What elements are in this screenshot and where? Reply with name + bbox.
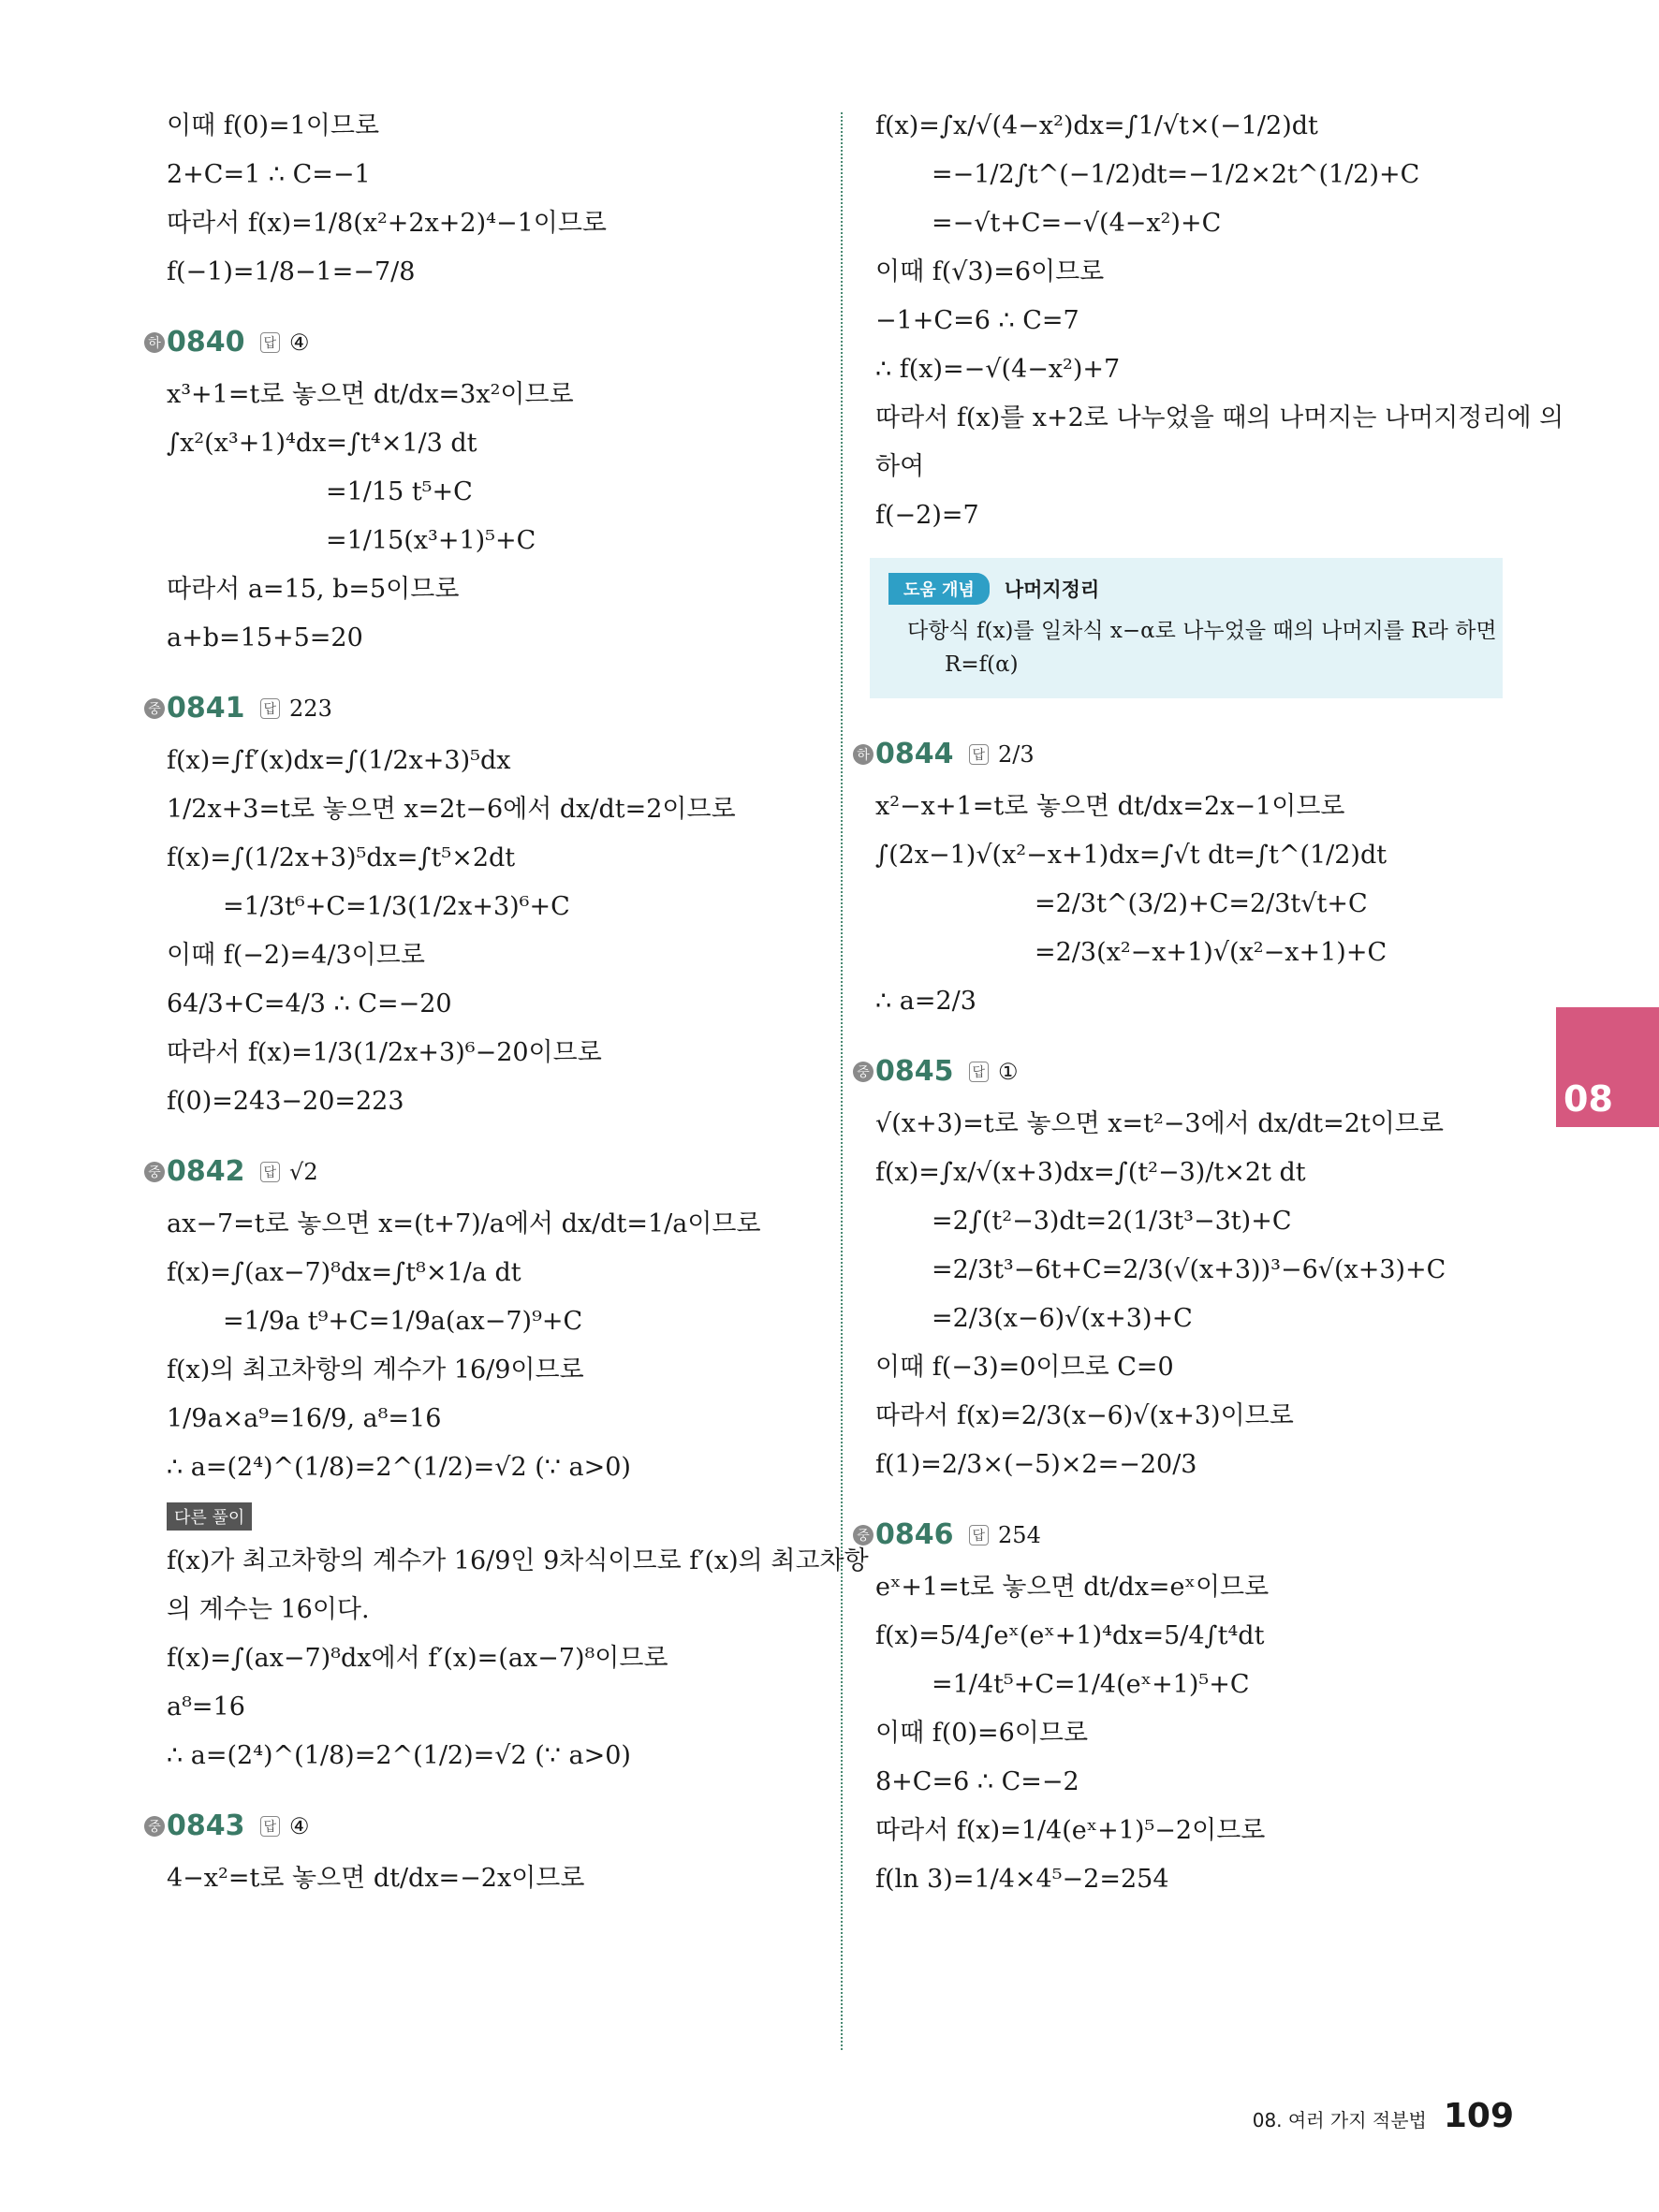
text-line: a⁸=16 bbox=[167, 1692, 245, 1721]
difficulty-badge: 하 bbox=[853, 744, 874, 765]
problem-number: 0844 bbox=[875, 738, 954, 770]
text-line: f(x)=∫x/√(4−x²)dx=∫1/√t×(−1/2)dt bbox=[875, 111, 1318, 140]
concept-title: 나머지정리 bbox=[1004, 579, 1100, 601]
text-line: =1/15 t⁵+C bbox=[326, 477, 473, 506]
concept-label: 도움 개념 bbox=[888, 573, 990, 605]
problem-header-0841 bbox=[144, 692, 822, 725]
text-line: 이때 f(√3)=6이므로 bbox=[875, 257, 1105, 286]
text-line: f(x)=5/4∫eˣ(eˣ+1)⁴dx=5/4∫t⁴dt bbox=[875, 1621, 1265, 1650]
text-line: =1/3t⁶+C=1/3(1/2x+3)⁶+C bbox=[223, 892, 570, 921]
page-footer bbox=[1253, 2097, 1514, 2135]
difficulty-badge: 하 bbox=[144, 332, 165, 353]
answer-value: 2/3 bbox=[998, 740, 1035, 768]
difficulty-badge: 중 bbox=[144, 1162, 165, 1182]
text-line: f(1)=2/3×(−5)×2=−20/3 bbox=[875, 1450, 1197, 1479]
text-line: ∴ a=2/3 bbox=[875, 987, 976, 1016]
concept-formula: R=f(α) bbox=[945, 652, 1019, 677]
problem-number: 0840 bbox=[167, 326, 245, 359]
text-line: 1/9a×a⁹=16/9, a⁸=16 bbox=[167, 1404, 442, 1433]
text-line: 64/3+C=4/3 ∴ C=−20 bbox=[167, 989, 452, 1018]
answer-value: ① bbox=[998, 1058, 1019, 1085]
problem-number: 0846 bbox=[875, 1518, 954, 1551]
problem-number: 0845 bbox=[875, 1055, 954, 1088]
text-line: f(x)의 최고차항의 계수가 16/9이므로 bbox=[167, 1355, 584, 1384]
answer-value: ④ bbox=[289, 1812, 310, 1839]
text-line: =1/4t⁵+C=1/4(eˣ+1)⁵+C bbox=[932, 1670, 1250, 1699]
text-line: 4−x²=t로 놓으면 dt/dx=−2x이므로 bbox=[167, 1864, 585, 1893]
problem-number: 0843 bbox=[167, 1809, 245, 1842]
text-line: f(x)=∫x/√(x+3)dx=∫(t²−3)/t×2t dt bbox=[875, 1158, 1306, 1187]
text-line: 따라서 a=15, b=5이므로 bbox=[167, 575, 460, 604]
text-line: =1/9a t⁹+C=1/9a(ax−7)⁹+C bbox=[223, 1307, 583, 1336]
text-line: f(x)=∫(1/2x+3)⁵dx=∫t⁵×2dt bbox=[167, 843, 516, 872]
text-line: a+b=15+5=20 bbox=[167, 623, 363, 652]
problem-number: 0842 bbox=[167, 1155, 245, 1188]
concept-box bbox=[870, 558, 1503, 698]
text-line: ∫(2x−1)√(x²−x+1)dx=∫√t dt=∫t^(1/2)dt bbox=[875, 841, 1387, 870]
difficulty-badge: 중 bbox=[144, 698, 165, 719]
text-line: ∴ a=(2⁴)^(1/8)=2^(1/2)=√2 (∵ a>0) bbox=[167, 1453, 631, 1482]
problem-number: 0841 bbox=[167, 692, 245, 725]
text-line: 이때 f(0)=6이므로 bbox=[875, 1719, 1089, 1748]
chapter-tab bbox=[1556, 1007, 1659, 1127]
text-line: ∫x²(x³+1)⁴dx=∫t⁴×1/3 dt bbox=[167, 429, 477, 458]
answer-label: 답 bbox=[969, 1062, 990, 1082]
text-line: 이때 f(−3)=0이므로 C=0 bbox=[875, 1353, 1174, 1382]
text-line: =2∫(t²−3)dt=2(1/3t³−3t)+C bbox=[932, 1207, 1292, 1236]
text-line: 따라서 f(x)=1/4(eˣ+1)⁵−2이므로 bbox=[875, 1816, 1266, 1845]
difficulty-badge: 중 bbox=[853, 1525, 874, 1545]
problem-header-0842 bbox=[144, 1155, 822, 1188]
answer-label: 답 bbox=[260, 332, 281, 353]
right-column bbox=[857, 111, 1564, 1914]
difficulty-badge: 중 bbox=[853, 1062, 874, 1082]
text-line: x²−x+1=t로 놓으면 dt/dx=2x−1이므로 bbox=[875, 792, 1345, 821]
problem-header-0843 bbox=[144, 1809, 822, 1842]
text-line: f(x)=∫f′(x)dx=∫(1/2x+3)⁵dx bbox=[167, 746, 511, 775]
text-line: 따라서 f(x)=2/3(x−6)√(x+3)이므로 bbox=[875, 1401, 1294, 1430]
answer-label: 답 bbox=[260, 1162, 281, 1182]
text-line: =2/3(x−6)√(x+3)+C bbox=[932, 1304, 1193, 1333]
answer-label: 답 bbox=[260, 698, 281, 719]
text-line: 따라서 f(x)를 x+2로 나누었을 때의 나머지는 나머지정리에 의 bbox=[875, 403, 1564, 432]
text-line: =−√t+C=−√(4−x²)+C bbox=[932, 209, 1222, 238]
text-line: ∴ f(x)=−√(4−x²)+7 bbox=[875, 355, 1121, 384]
difficulty-badge: 중 bbox=[144, 1816, 165, 1837]
left-column bbox=[148, 111, 869, 1913]
text-line: 1/2x+3=t로 놓으면 x=2t−6에서 dx/dt=2이므로 bbox=[167, 795, 736, 824]
text-line: 따라서 f(x)=1/8(x²+2x+2)⁴−1이므로 bbox=[167, 209, 608, 238]
text-line: ax−7=t로 놓으면 x=(t+7)/a에서 dx/dt=1/a이므로 bbox=[167, 1209, 761, 1238]
problem-header-0846 bbox=[853, 1518, 1521, 1551]
text-line: =1/15(x³+1)⁵+C bbox=[326, 526, 536, 555]
text-line: −1+C=6 ∴ C=7 bbox=[875, 306, 1079, 335]
text-line: =2/3t³−6t+C=2/3(√(x+3))³−6√(x+3)+C bbox=[932, 1255, 1446, 1284]
answer-value: √2 bbox=[289, 1158, 318, 1185]
text-line: f(ln 3)=1/4×4⁵−2=254 bbox=[875, 1865, 1169, 1894]
concept-header bbox=[888, 573, 1484, 605]
text-line: =2/3t^(3/2)+C=2/3t√t+C bbox=[1035, 889, 1368, 918]
column-divider bbox=[841, 112, 843, 2050]
answer-label: 답 bbox=[969, 1525, 990, 1545]
page-number: 109 bbox=[1443, 2097, 1514, 2135]
text-line: f(−1)=1/8−1=−7/8 bbox=[167, 257, 416, 286]
footer-chapter-title: 08. 여러 가지 적분법 bbox=[1252, 2109, 1427, 2131]
text-line: f(0)=243−20=223 bbox=[167, 1087, 404, 1116]
answer-label: 답 bbox=[969, 744, 990, 765]
answer-value: 223 bbox=[289, 695, 332, 722]
text-line: 이때 f(−2)=4/3이므로 bbox=[167, 941, 425, 970]
problem-header-0845 bbox=[853, 1055, 1521, 1088]
text-line: ∴ a=(2⁴)^(1/8)=2^(1/2)=√2 (∵ a>0) bbox=[167, 1741, 631, 1770]
text-line: x³+1=t로 놓으면 dt/dx=3x²이므로 bbox=[167, 380, 574, 409]
text-line: 따라서 f(x)=1/3(1/2x+3)⁶−20이므로 bbox=[167, 1038, 602, 1067]
text-line: f(x)가 최고차항의 계수가 16/9인 9차식이므로 f′(x)의 최고차항 bbox=[167, 1546, 869, 1575]
chapter-tab-label: 08 bbox=[1564, 1078, 1613, 1120]
text-line: 2+C=1 ∴ C=−1 bbox=[167, 160, 371, 189]
text-line: =−1/2∫t^(−1/2)dt=−1/2×2t^(1/2)+C bbox=[932, 160, 1420, 189]
text-line: =2/3(x²−x+1)√(x²−x+1)+C bbox=[1035, 938, 1387, 967]
text-line: 하여 bbox=[875, 452, 925, 481]
answer-value: 254 bbox=[998, 1521, 1041, 1548]
answer-label: 답 bbox=[260, 1816, 281, 1837]
text-line: f(x)=∫(ax−7)⁸dx에서 f′(x)=(ax−7)⁸이므로 bbox=[167, 1644, 668, 1673]
text-line: f(−2)=7 bbox=[875, 501, 979, 530]
concept-text: 다항식 f(x)를 일차식 x−α로 나누었을 때의 나머지를 R라 하면 bbox=[907, 619, 1497, 643]
problem-header-0840 bbox=[144, 326, 822, 359]
text-line: √(x+3)=t로 놓으면 x=t²−3에서 dx/dt=2t이므로 bbox=[875, 1109, 1444, 1138]
text-line: 8+C=6 ∴ C=−2 bbox=[875, 1767, 1079, 1796]
problem-header-0844 bbox=[853, 738, 1521, 770]
text-line: 이때 f(0)=1이므로 bbox=[167, 111, 380, 140]
alternative-solution-label: 다른 풀이 bbox=[167, 1502, 252, 1531]
answer-value: ④ bbox=[289, 329, 310, 356]
text-line: eˣ+1=t로 놓으면 dt/dx=eˣ이므로 bbox=[875, 1573, 1270, 1602]
text-line: 의 계수는 16이다. bbox=[167, 1595, 370, 1624]
text-line: f(x)=∫(ax−7)⁸dx=∫t⁸×1/a dt bbox=[167, 1258, 521, 1287]
